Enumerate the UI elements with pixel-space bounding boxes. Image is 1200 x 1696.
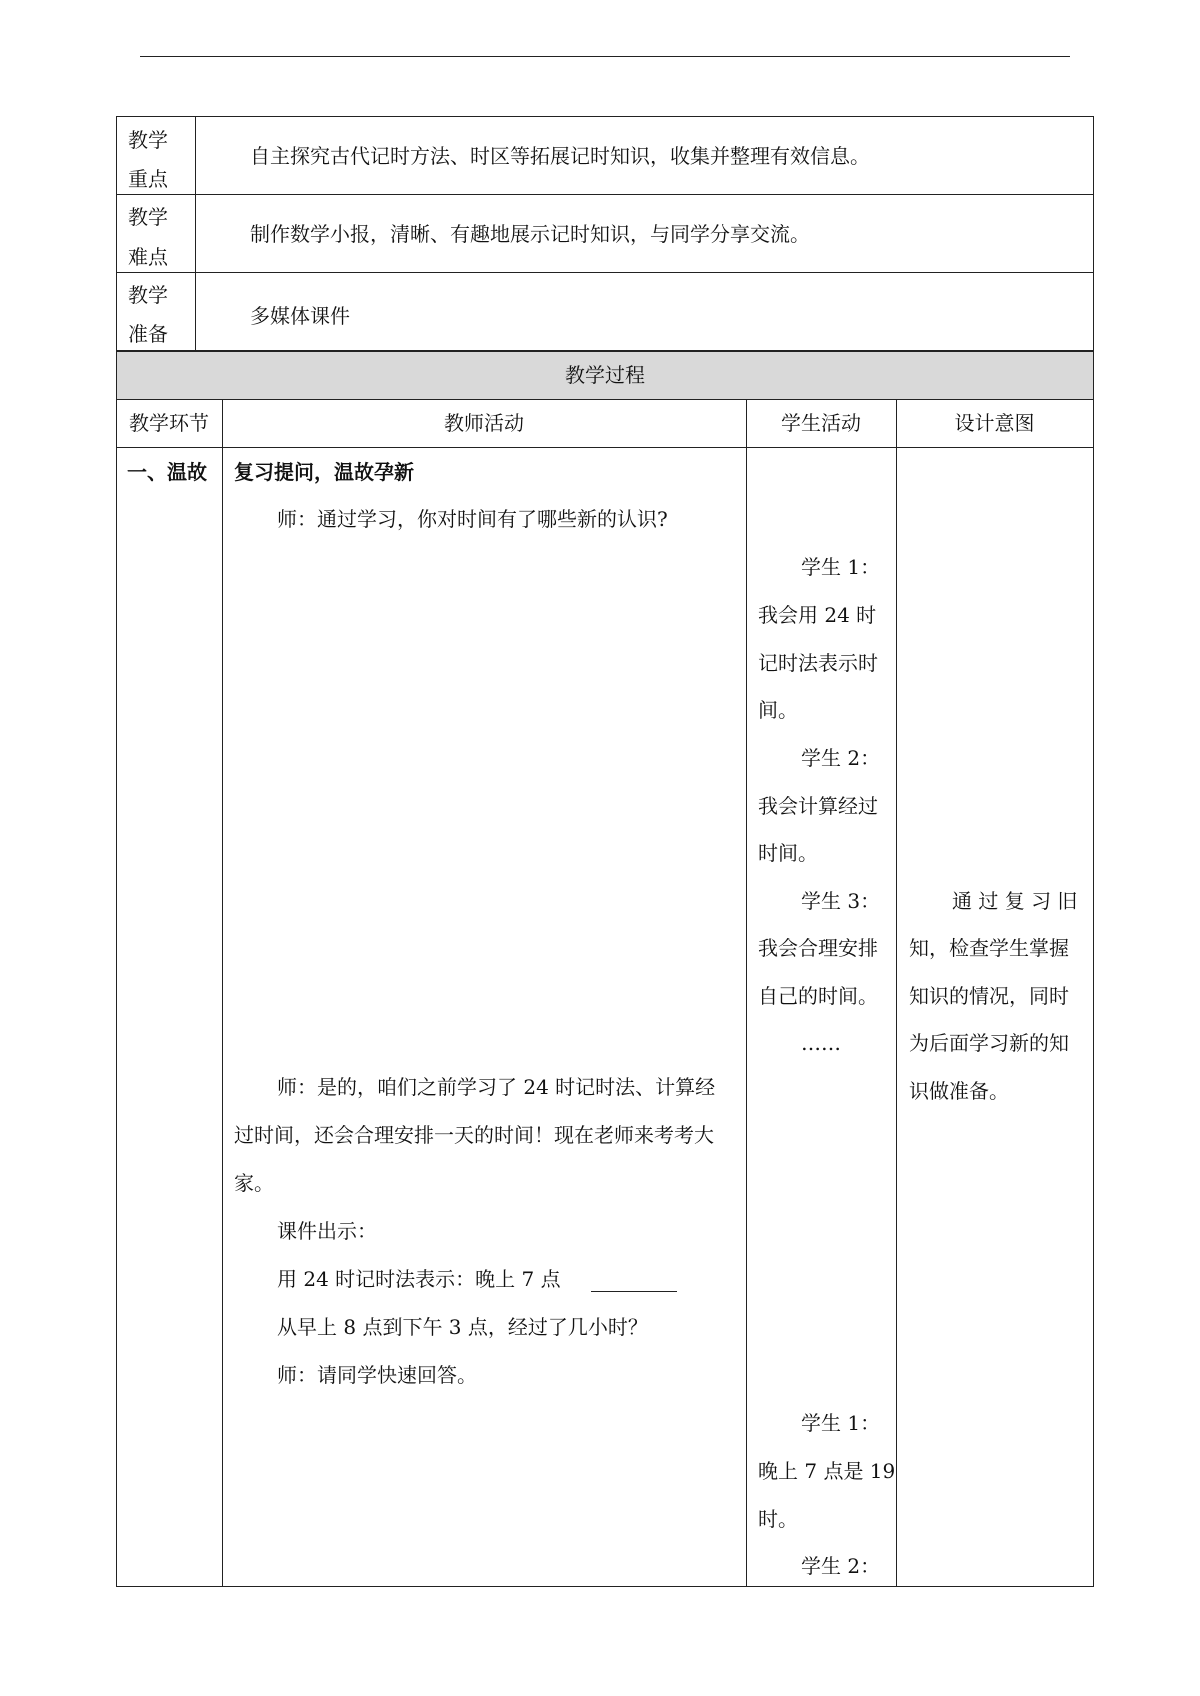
teacher-ask: 师：请同学快速回答。 — [277, 1363, 477, 1387]
preparation-content: 多媒体课件 — [250, 304, 350, 328]
courseware-label: 课件出示： — [277, 1219, 377, 1243]
teacher-paragraph-line-2: 过时间，还会合理安排一天的时间！现在老师来考考大 — [234, 1123, 714, 1147]
intent-line-3: 知识的情况，同时 — [909, 984, 1069, 1008]
task-2: 从早上 8 点到下午 3 点，经过了几小时？ — [277, 1315, 648, 1339]
label-key-points-2: 重点 — [128, 167, 168, 191]
label-key-points: 教学 — [128, 128, 168, 152]
intent-line-1: 通 过 复 习 旧 — [952, 889, 1078, 913]
answer-1-label: 学生 1： — [801, 1411, 881, 1435]
student-1-line-2: 记时法表示时 — [758, 651, 878, 675]
student-2-label: 学生 2： — [801, 746, 881, 770]
col-header-teacher: 教师活动 — [444, 411, 524, 435]
answer-1-line-2: 时。 — [758, 1507, 798, 1531]
stage-label: 一、温故 — [127, 460, 207, 484]
intent-line-4: 为后面学习新的知 — [909, 1031, 1069, 1055]
teacher-paragraph-line-3: 家。 — [234, 1171, 274, 1195]
process-title: 教学过程 — [565, 363, 645, 387]
col-header-stage: 教学环节 — [129, 411, 209, 435]
student-3-label: 学生 3： — [801, 889, 881, 913]
student-2-line-2: 时间。 — [758, 841, 818, 865]
intent-line-2: 知，检查学生掌握 — [909, 936, 1069, 960]
student-1-line-3: 间。 — [758, 698, 798, 722]
intent-line-5: 识做准备。 — [909, 1079, 1009, 1103]
key-points-content: 自主探究古代记时方法、时区等拓展记时知识，收集并整理有效信息。 — [250, 144, 870, 168]
label-preparation: 教学 — [128, 283, 168, 307]
header-rule — [140, 56, 1070, 57]
answer-blank — [591, 1271, 677, 1292]
student-1-label: 学生 1： — [801, 555, 881, 579]
teacher-question-1: 师：通过学习，你对时间有了哪些新的认识? — [277, 507, 668, 531]
student-1-line-1: 我会用 24 时 — [758, 603, 877, 627]
student-ellipsis: …… — [801, 1031, 841, 1055]
difficulties-content: 制作数学小报，清晰、有趣地展示记时知识，与同学分享交流。 — [250, 222, 810, 246]
teacher-paragraph-line-1: 师：是的，咱们之前学习了 24 时记时法、计算经 — [277, 1075, 716, 1099]
task-1: 用 24 时记时法表示：晚上 7 点 — [277, 1266, 677, 1292]
label-difficulties: 教学 — [128, 205, 168, 229]
answer-2-label: 学生 2： — [801, 1554, 881, 1578]
teacher-heading: 复习提问，温故孕新 — [234, 460, 414, 484]
label-preparation-2: 准备 — [128, 322, 168, 346]
student-3-line-1: 我会合理安排 — [758, 936, 878, 960]
answer-1-line-1: 晚上 7 点是 19 — [758, 1459, 896, 1483]
student-3-line-2: 自己的时间。 — [758, 984, 878, 1008]
student-2-line-1: 我会计算经过 — [758, 794, 878, 818]
label-difficulties-2: 难点 — [128, 245, 168, 269]
col-header-student: 学生活动 — [781, 411, 861, 435]
col-header-intent: 设计意图 — [954, 411, 1035, 435]
